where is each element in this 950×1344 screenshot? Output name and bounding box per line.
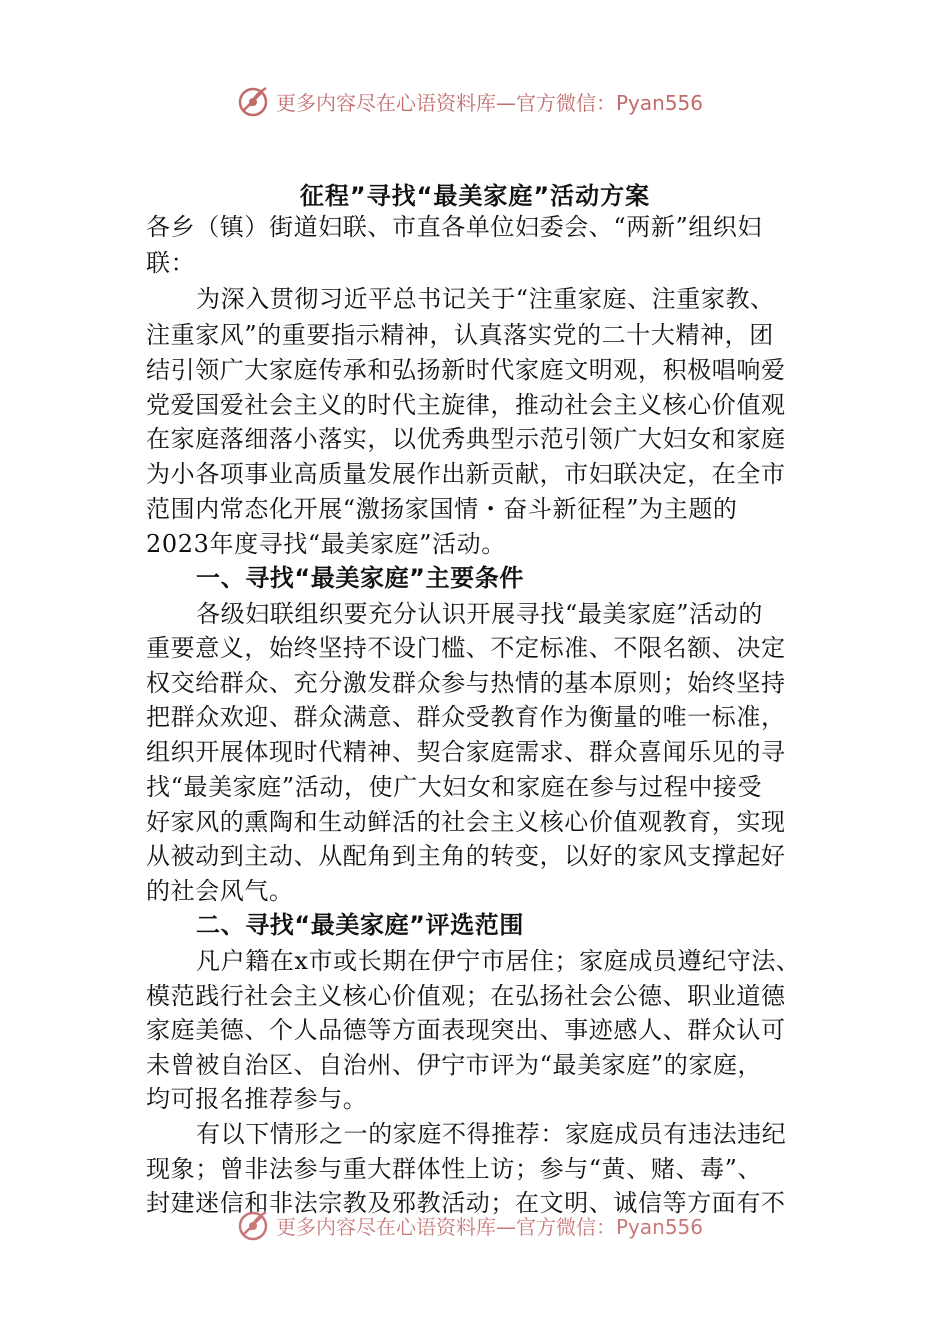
- body-line: 好家风的熏陶和生动鲜活的社会主义核心价值观教育，实现: [146, 808, 786, 836]
- body-line: 家庭美德、个人品德等方面表现突出、事迹感人、群众认可: [146, 1016, 786, 1044]
- body-line: 2023年度寻找“最美家庭”活动。: [146, 530, 506, 558]
- body-line: 现象；曾非法参与重大群体性上访；参与“黄、赌、毒”、: [146, 1155, 763, 1183]
- body-line: 各乡（镇）街道妇联、市直各单位妇委会、“两新”组织妇: [146, 213, 763, 241]
- body-line: 均可报名推荐参与。: [146, 1085, 368, 1113]
- body-line: 把群众欢迎、群众满意、群众受教育作为衡量的唯一标准，: [146, 703, 786, 731]
- body-line: 未曾被自治区、自治州、伊宁市评为“最美家庭”的家庭，: [146, 1051, 763, 1079]
- body-line: 各级妇联组织要充分认识开展寻找“最美家庭”活动的: [196, 600, 763, 628]
- body-line: 凡户籍在x市或长期在伊宁市居住；家庭成员遵纪守法、: [196, 947, 801, 975]
- body-line: 模范践行社会主义核心价值观；在弘扬社会公德、职业道德: [146, 982, 786, 1010]
- body-line: 从被动到主动、从配角到主角的转变，以好的家风支撑起好: [146, 842, 786, 870]
- body-line: 联：: [146, 249, 196, 277]
- section-heading-2: 二、寻找“最美家庭”评选范围: [196, 911, 524, 939]
- body-line: 注重家风”的重要指示精神，认真落实党的二十大精神，团: [146, 321, 774, 349]
- body-line: 为深入贯彻习近平总书记关于“注重家庭、注重家教、: [196, 285, 775, 313]
- body-line: 在家庭落细落小落实，以优秀典型示范引领广大妇女和家庭: [146, 425, 786, 453]
- section-heading-1: 一、寻找“最美家庭”主要条件: [196, 564, 524, 592]
- header-watermark-text: 更多内容尽在心语资料库—官方微信：Pyan556: [276, 90, 704, 115]
- body-line: 范围内常态化开展“激扬家国情・奋斗新征程”为主题的: [146, 495, 738, 523]
- body-line: 重要意义，始终坚持不设门槛、不定标准、不限名额、决定: [146, 634, 786, 662]
- body-line: 结引领广大家庭传承和弘扬新时代家庭文明观，积极唱响爱: [146, 356, 786, 384]
- body-line: 为小各项事业高质量发展作出新贡献，市妇联决定，在全市: [146, 460, 786, 488]
- body-line: 有以下情形之一的家庭不得推荐：家庭成员有违法违纪: [196, 1120, 787, 1148]
- body-line: 找“最美家庭”活动，使广大妇女和家庭在参与过程中接受: [146, 773, 763, 801]
- body-line: 权交给群众、充分激发群众参与热情的基本原则；始终坚持: [146, 669, 786, 697]
- body-line: 的社会风气。: [146, 877, 294, 905]
- quill-logo-icon: [236, 84, 270, 118]
- body-line: 组织开展体现时代精神、契合家庭需求、群众喜闻乐见的寻: [146, 738, 786, 766]
- header-watermark: [236, 84, 703, 118]
- body-line: 封建迷信和非法宗教及邪教活动；在文明、诚信等方面有不: [146, 1189, 786, 1217]
- body-line: 党爱国爱社会主义的时代主旋律，推动社会主义核心价值观: [146, 391, 786, 419]
- footer-watermark-text: 更多内容尽在心语资料库—官方微信：Pyan556: [276, 1214, 704, 1239]
- footer-watermark: [236, 1208, 703, 1242]
- quill-logo-icon: [236, 1208, 270, 1242]
- document-title: 征程”寻找“最美家庭”活动方案: [299, 182, 651, 210]
